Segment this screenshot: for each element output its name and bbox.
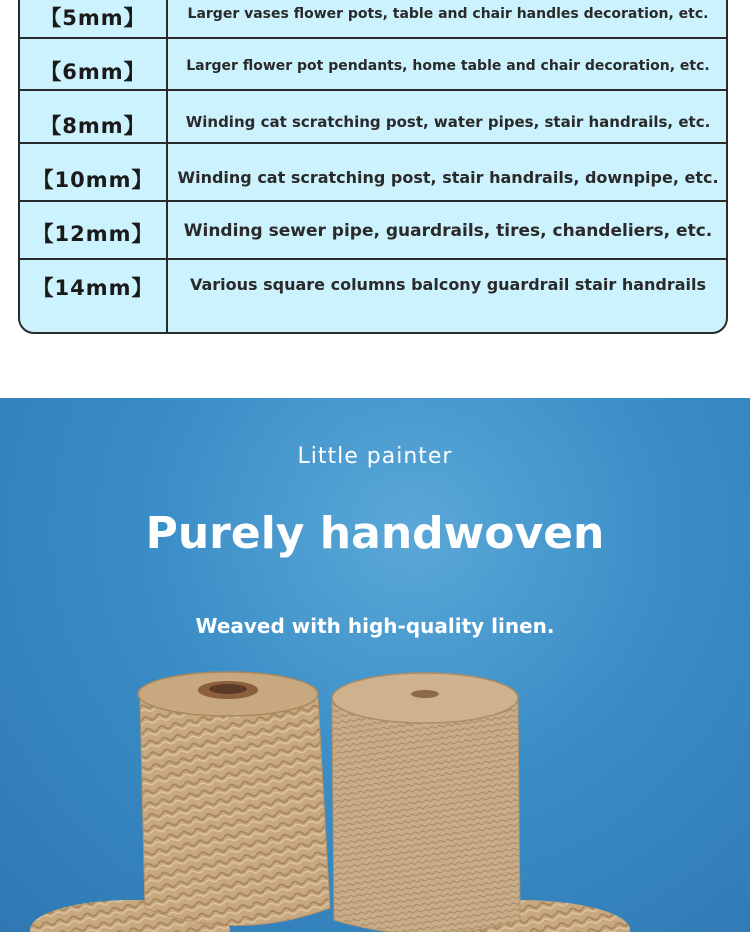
hero-tagline: Weaved with high-quality linen.: [195, 614, 555, 638]
usage-description: Winding sewer pipe, guardrails, tires, chandeliers, etc.: [183, 221, 713, 241]
usage-description: Winding cat scratching post, water pipes, stair handrails, etc.: [185, 113, 711, 131]
size-label: 【6mm】: [40, 60, 146, 84]
size-label: 【12mm】: [32, 222, 154, 246]
hero-title: Purely handwoven: [145, 508, 605, 559]
jute-spools-image: [0, 658, 750, 932]
row-divider: [20, 200, 726, 202]
hero-banner: [0, 398, 750, 932]
usage-description: Winding cat scratching post, stair handrails, downpipe, etc.: [177, 168, 719, 187]
spool-right-core: [411, 690, 439, 698]
size-label: 【8mm】: [40, 114, 146, 138]
usage-description: Various square columns balcony guardrail stair handrails: [189, 275, 707, 294]
spool-left: [140, 682, 330, 926]
size-label: 【14mm】: [32, 276, 154, 300]
size-label: 【10mm】: [32, 168, 154, 192]
row-divider: [20, 142, 726, 144]
row-divider: [20, 258, 726, 260]
column-divider: [166, 0, 168, 332]
row-divider: [20, 37, 726, 39]
usage-description: Larger vases flower pots, table and chair handles decoration, etc.: [187, 6, 709, 22]
usage-description: Larger flower pot pendants, home table and chair decoration, etc.: [186, 58, 710, 74]
size-label: 【5mm】: [40, 6, 146, 30]
row-divider: [20, 89, 726, 91]
hero-subtitle: Little painter: [297, 444, 453, 469]
specification-table: [18, 0, 728, 334]
